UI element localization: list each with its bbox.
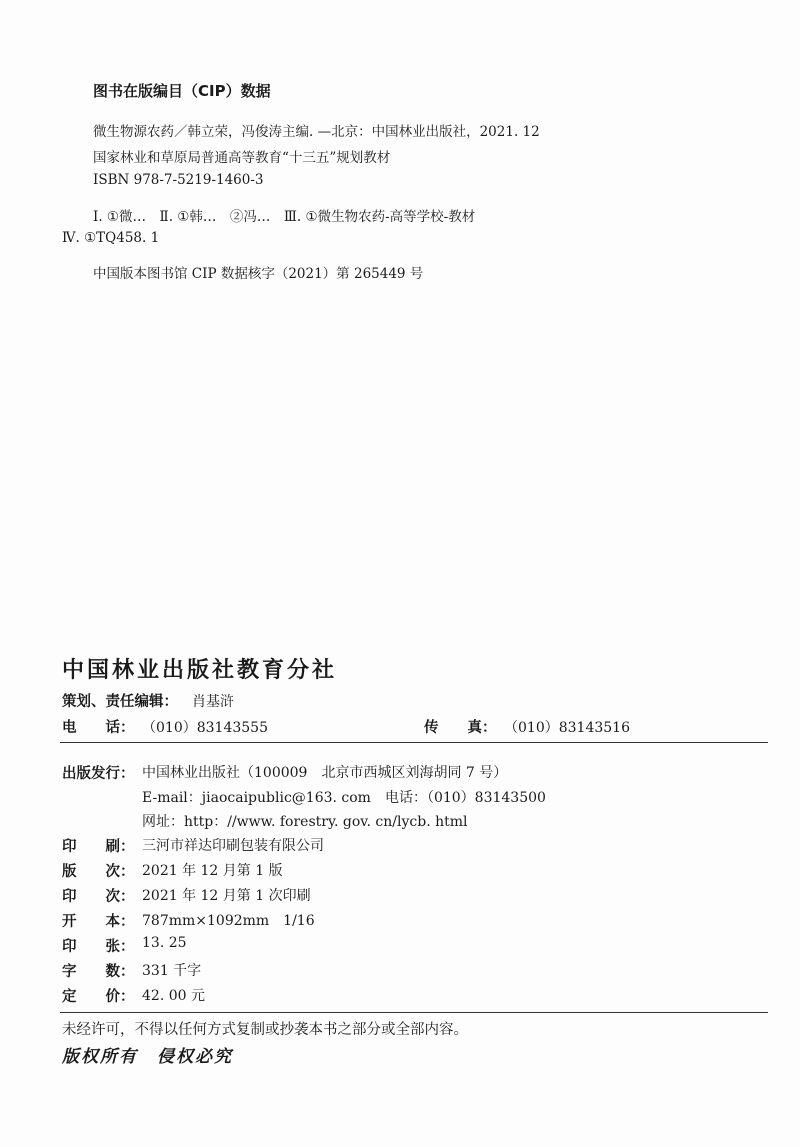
price-label: 定 价： (62, 989, 135, 1005)
printer-label: 印 刷： (62, 839, 135, 855)
cip-classification-1: Ⅰ. ①微… Ⅱ. ①韩… ②冯… Ⅲ. ①微生物农药-高等学校-教材 (93, 209, 476, 225)
publisher-label: 出版发行： (62, 766, 135, 782)
rights-reserved: 版权所有 侵权必究 (62, 1047, 233, 1067)
printing-label: 印 次： (62, 889, 135, 905)
divider-bottom (60, 1012, 768, 1013)
divider-top (60, 742, 768, 743)
cip-series-line: 国家林业和草原局普通高等教育“十三五”规划教材 (93, 150, 391, 166)
fax-label: 传 真： (424, 720, 497, 736)
fax-value: （010）83143516 (504, 720, 630, 736)
printer-value: 三河市祥达印刷包装有限公司 (142, 838, 324, 854)
sheets-value: 13. 25 (142, 935, 187, 951)
cip-core-number: 中国版本图书馆 CIP 数据核字（2021）第 265449 号 (93, 266, 424, 282)
cip-isbn: ISBN 978-7-5219-1460-3 (93, 172, 264, 188)
price-value: 42. 00 元 (142, 988, 205, 1004)
edition-label: 版 次： (62, 864, 135, 880)
publisher-email: E-mail：jiaocaipublic@163. com 电话：（010）83143500 (142, 790, 546, 806)
phone-value: （010）83143555 (142, 720, 268, 736)
words-label: 字 数： (62, 964, 135, 980)
sheets-label: 印 张： (62, 939, 135, 955)
publisher-value: 中国林业出版社（100009 北京市西城区刘海胡同 7 号） (142, 765, 508, 781)
editor-name: 肖基浒 (192, 694, 234, 710)
words-value: 331 千字 (142, 963, 202, 979)
cip-heading: 图书在版编目（CIP）数据 (93, 82, 271, 100)
printing-value: 2021 年 12 月第 1 次印刷 (142, 888, 311, 904)
editor-label: 策划、责任编辑： (62, 694, 178, 710)
rights-notice: 未经许可，不得以任何方式复制或抄袭本书之部分或全部内容。 (62, 1022, 468, 1038)
cip-classification-2: Ⅳ. ①TQ458. 1 (62, 230, 160, 246)
press-branch-name: 中国林业出版社教育分社 (62, 658, 338, 683)
format-label: 开 本： (62, 914, 135, 930)
phone-label: 电 话： (62, 720, 135, 736)
cip-bibliographic-line: 微生物源农药／韩立荣，冯俊涛主编. —北京：中国林业出版社，2021. 12 (93, 124, 540, 140)
format-value: 787mm×1092mm 1/16 (142, 913, 315, 929)
publisher-website: 网址：http：//www. forestry. gov. cn/lycb. html (142, 814, 468, 830)
edition-value: 2021 年 12 月第 1 版 (142, 863, 283, 879)
